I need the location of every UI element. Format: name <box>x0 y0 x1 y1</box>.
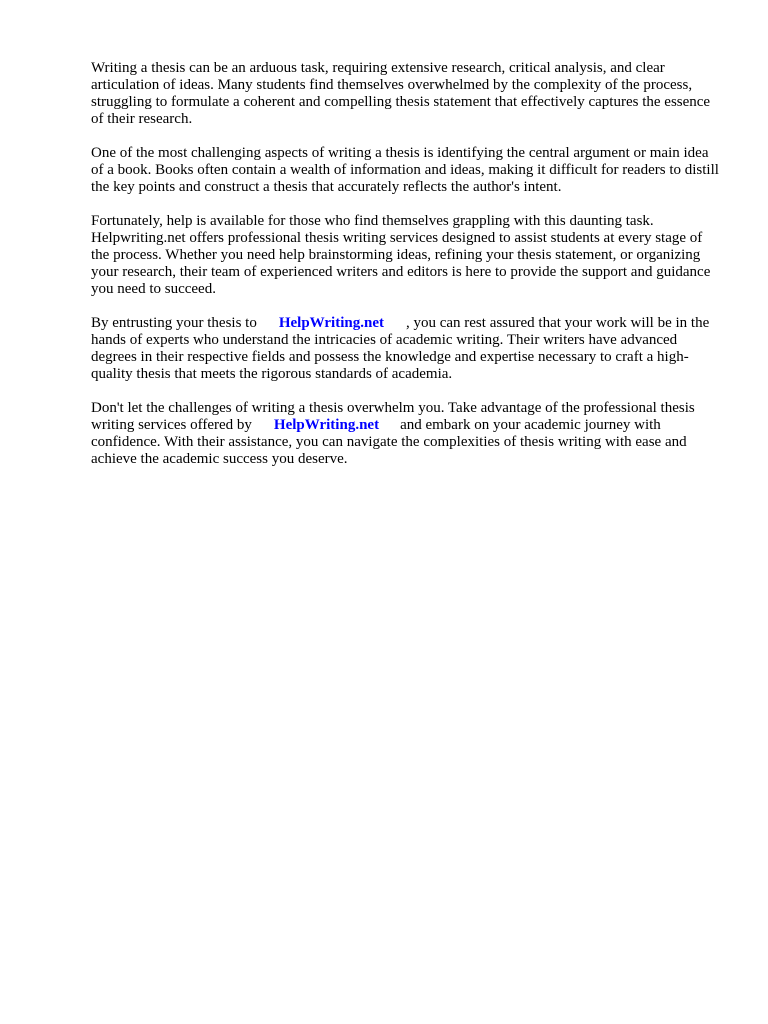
paragraph-closing <box>91 400 721 468</box>
document-page <box>91 60 721 485</box>
paragraph-entrusting-lead: By entrusting your thesis to <box>91 315 257 331</box>
paragraph-entrusting-rest: , you can rest assured that your work will be in the hands of experts who understand the intricacies of academic writing. Their writers have advanced degrees in their respective fields and possess the knowledge and expertise necessary to craft a high-quality thesis that meets the rigorous standards of academia. <box>91 315 710 382</box>
helpwriting-link-closing[interactable]: HelpWriting.net <box>273 417 380 433</box>
paragraph-intro: Writing a thesis can be an arduous task, requiring extensive research, critical analysis, and clear articulation of ideas. Many students find themselves overwhelmed by the complexity of the process, struggling to formulate a coherent and compelling thesis statement that effectively captures the essence of their research. <box>91 60 711 127</box>
paragraph-challenge: One of the most challenging aspects of writing a thesis is identifying the central argument or main idea of a book. Books often contain a wealth of information and ideas, making it difficult for readers to distill the key points and construct a thesis that accurately reflects the author's intent. <box>91 145 719 195</box>
paragraph-help-available: Fortunately, help is available for those who find themselves grappling with this daunting task. Helpwriting.net offers professional thesis writing services designed to assist students at every stage of the process. Whether you need help brainstorming ideas, refining your thesis statement, or organizing your research, their team of experienced writers and editors is here to provide the support and guidance you need to succeed. <box>91 213 711 297</box>
helpwriting-link[interactable]: HelpWriting.net <box>278 315 384 331</box>
paragraph-closing-lead: Don't let the challenges of writing a thesis overwhelm you. Take advantage of the professional thesis writing services offered by <box>91 400 695 433</box>
paragraph-entrusting <box>91 315 721 383</box>
paragraph-closing-rest: and embark on your academic journey with confidence. With their assistance, you can navigate the complexities of thesis writing with ease and achieve the academic success you deserve. <box>91 417 687 467</box>
